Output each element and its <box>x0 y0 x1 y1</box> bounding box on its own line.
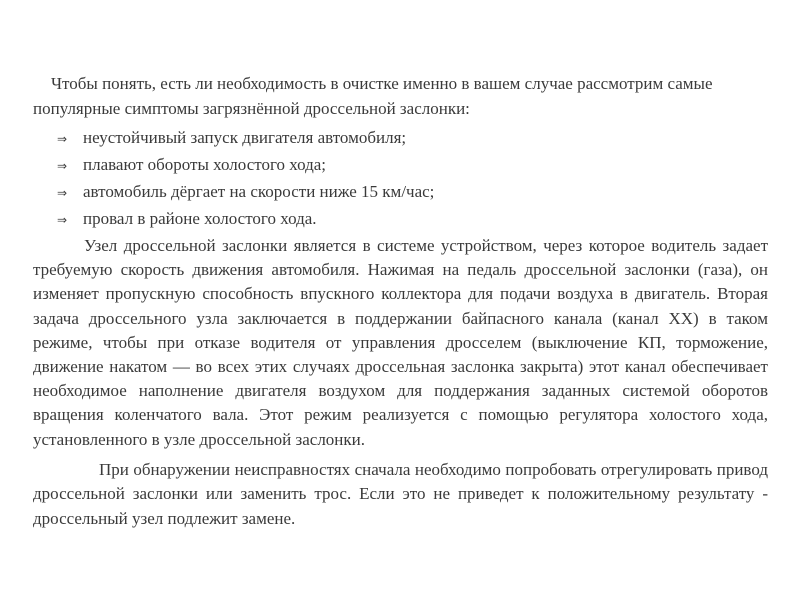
list-item <box>33 151 768 178</box>
intro-paragraph: Чтобы понять, есть ли необходимость в очистке именно в вашем случае рассмотрим самые популярные симптомы загрязнённой дроссельной заслонки: <box>33 74 713 118</box>
list-item <box>33 205 768 232</box>
list-item <box>33 178 768 205</box>
list-item <box>33 124 768 151</box>
arrow-right-icon: ⇒ <box>57 132 68 146</box>
body-paragraph-throttle-function: Узел дроссельной заслонки является в системе устройством, через которое водитель задает требуемую скорость движения автомобиля. Нажимая на педаль дроссельной заслонки (газа), он изменяет пропускную способность впускного коллектора для подачи воздуха в двигатель. Вторая задача дроссельного узла заключается в поддержании байпасного канала (канал XX) в таком режиме, чтобы при отказе водителя от управления дросселем (выключение КП, торможение, движение накатом — во всех этих случаях дроссельная заслонка закрыта) этот канал обеспечивает необходимое наполнение двигателя воздухом для поддержания заданных системой оборотов вращения коленчатого вала. Этот режим реализуется с помощью регулятора холостого хода, установленного в узле дроссельной заслонки. <box>33 236 768 449</box>
arrow-right-icon: ⇒ <box>57 186 68 200</box>
symptom-text: неустойчивый запуск двигателя автомобиля; <box>83 128 407 147</box>
body-paragraph-repair: При обнаружении неисправностях сначала необходимо попробовать отрегулировать привод дроссельной заслонки или заменить трос. Если это не приведет к положительному результату - дроссельный узел подлежит замене. <box>33 459 768 528</box>
arrow-right-icon: ⇒ <box>57 159 68 173</box>
symptom-text: плавают обороты холостого хода; <box>83 155 327 174</box>
symptom-text: провал в районе холостого хода. <box>83 209 317 228</box>
symptom-text: автомобиль дёргает на скорости ниже 15 км/час; <box>83 182 435 201</box>
symptom-list <box>33 124 768 232</box>
text-block <box>33 71 768 531</box>
arrow-right-icon: ⇒ <box>57 213 68 227</box>
